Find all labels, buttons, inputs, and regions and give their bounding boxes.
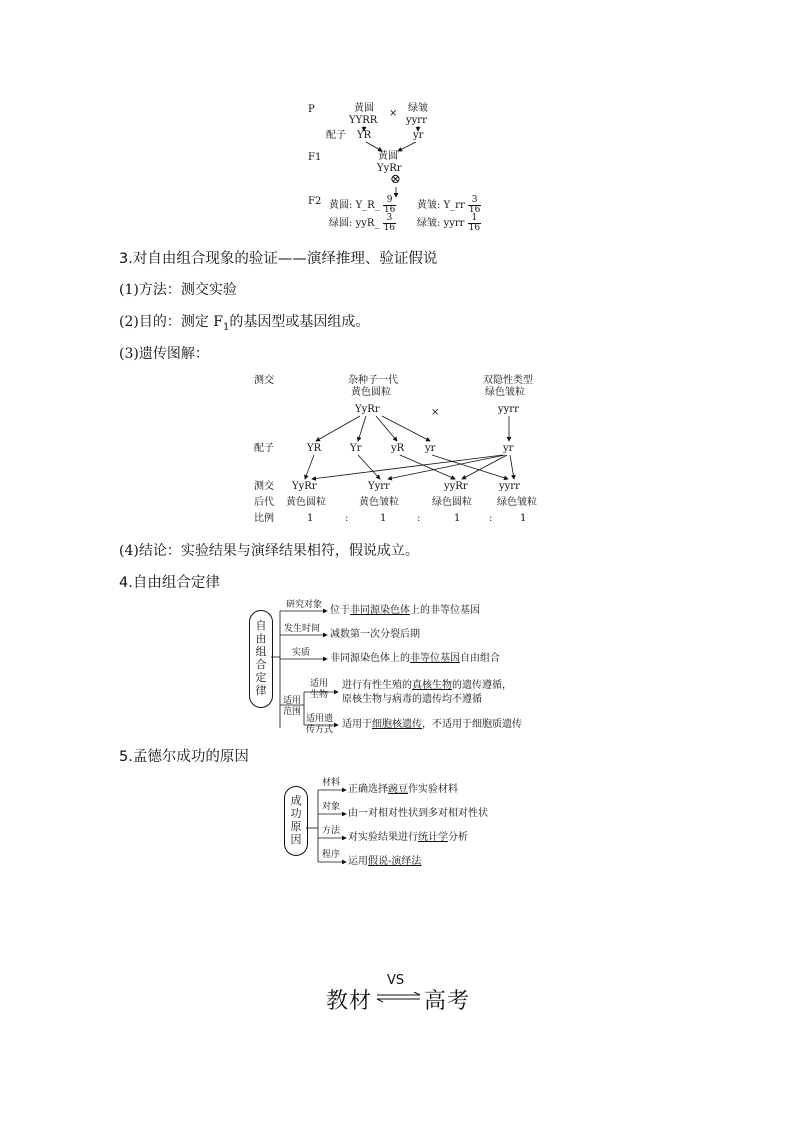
ratio-colon-2: : <box>417 513 421 524</box>
offspring-phenotype-3: 绿色圆粒 <box>432 497 472 508</box>
scope-inheritance-label: 适用遗 传方式 <box>306 714 334 735</box>
reason-material-label: 材料 <box>322 778 341 788</box>
parent1-desc-1: 杂种子一代 <box>348 375 398 386</box>
p-generation-label: P <box>308 104 315 115</box>
branch-research-object-label: 研究对象 <box>286 600 323 610</box>
scope-organism-label: 适用 生物 <box>310 679 329 700</box>
reason-procedure-text: 运用假说-演绎法 <box>348 856 422 867</box>
parent2-genotype: yyrr <box>498 404 519 415</box>
section5-heading: 5.孟德尔成功的原因 <box>119 749 249 765</box>
ratio-3: 1 <box>454 513 461 524</box>
parent2-genotype: yyrr <box>406 115 427 126</box>
parent2-phenotype: 绿皱 <box>408 103 428 114</box>
reason-material-text: 正确选择豌豆作实验材料 <box>348 784 458 795</box>
purpose-line: (2)目的：测定 $F_1$的基因型或基因组成。 <box>119 314 370 333</box>
ratio-4: 1 <box>520 513 527 524</box>
scope-organism-text-1: 进行有性生殖的真核生物的遗传遵循， <box>342 680 512 691</box>
banner-right-text: 高考 <box>424 989 471 1014</box>
ratio-label: 比例 <box>254 513 274 524</box>
offspring-phenotype-2: 黄色皱粒 <box>359 497 399 508</box>
section3-heading: 3.对自由组合现象的验证——演绎推理、验证假说 <box>119 251 438 267</box>
dihybrid-arrows <box>0 0 794 260</box>
f1-genotype: YyRr <box>377 163 402 174</box>
scope-inheritance-text: 适用于细胞核遗传，不适用于细胞质遗传 <box>342 719 522 730</box>
gamete-yr-dominant: YR <box>357 130 372 141</box>
gamete-label: 配子 <box>326 130 346 141</box>
section4-heading: 4.自由组合定律 <box>119 575 220 591</box>
banner-left-text: 教材 <box>326 989 373 1014</box>
gamete-yR: yR <box>391 443 405 454</box>
offspring-label-1: 测交 <box>254 481 274 492</box>
success-root-label: 成 功 原 因 <box>290 794 302 846</box>
f2-green-round: 绿圆: yyR_ $\frac{3}{16}$ <box>329 213 396 233</box>
reason-object-text: 由一对相对性状到多对相对性状 <box>348 808 488 819</box>
law-root-label: 自 由 组 合 定 律 <box>255 619 267 697</box>
ratio-colon-3: : <box>489 513 493 524</box>
f1-phenotype: 黄圆 <box>378 151 398 162</box>
banner-double-arrow-icon <box>376 992 422 1004</box>
offspring-genotype-2: Yyrr <box>368 481 390 492</box>
scope-organism-text-2: 原核生物与病毒的遗传均不遵循 <box>342 694 482 705</box>
parent1-phenotype: 黄圆 <box>354 103 374 114</box>
f2-yellow-round: 黄圆: Y_R_ $\frac{9}{16}$ <box>329 195 396 215</box>
reason-method-label: 方法 <box>322 826 341 836</box>
branch-scope-label: 适用 范围 <box>283 696 302 717</box>
testcross-gamete-label: 配子 <box>254 443 274 454</box>
ratio-2: 1 <box>380 513 387 524</box>
parent2-gamete: yr <box>503 443 514 454</box>
gamete-yr: yr <box>425 443 436 454</box>
offspring-phenotype-1: 黄色圆粒 <box>286 497 326 508</box>
banner-vs-text: VS <box>387 973 405 988</box>
f2-yellow-wrinkled: 黄皱: Y_rr $\frac{3}{16}$ <box>417 195 481 215</box>
conclusion-line: (4)结论：实验结果与演绎结果相符，假说成立。 <box>119 543 419 559</box>
method-line: (1)方法：测交实验 <box>119 282 237 298</box>
gamete-YR: YR <box>307 443 322 454</box>
reason-procedure-label: 程序 <box>322 850 341 860</box>
testcross-cross-symbol: × <box>431 407 440 418</box>
gamete-yr-recessive: yr <box>413 130 424 141</box>
offspring-genotype-4: yyrr <box>499 481 520 492</box>
f2-label: F2 <box>308 196 322 207</box>
f2-green-wrinkled: 绿皱: yyrr $\frac{1}{16}$ <box>417 213 481 233</box>
offspring-genotype-3: yyRr <box>444 481 468 492</box>
parent2-desc-2: 绿色皱粒 <box>485 387 525 398</box>
branch-time-label: 发生时间 <box>284 624 321 634</box>
branch-research-object-text: 位于非同源染色体上的非等位基因 <box>330 605 480 616</box>
branch-essence-label: 实质 <box>292 648 311 658</box>
ratio-colon-1: : <box>345 513 349 524</box>
parent2-desc-1: 双隐性类型 <box>483 375 533 386</box>
testcross-arrows <box>0 360 794 490</box>
f1-label: F1 <box>308 152 322 163</box>
offspring-label-2: 后代 <box>254 497 274 508</box>
branch-essence-text: 非同源染色体上的非等位基因自由组合 <box>330 653 500 664</box>
diagram-label: (3)遗传图解： <box>119 346 209 362</box>
cross-symbol: × <box>389 108 398 119</box>
offspring-genotype-1: YyRr <box>292 481 317 492</box>
gamete-Yr: Yr <box>350 443 362 454</box>
branch-time-text: 减数第一次分裂后期 <box>330 629 420 640</box>
selfing-symbol: ⊗ <box>390 172 401 187</box>
reason-method-text: 对实验结果进行统计学分析 <box>348 832 468 843</box>
parent1-desc-2: 黄色圆粒 <box>351 387 391 398</box>
parent1-genotype: YyRr <box>355 404 380 415</box>
ratio-1: 1 <box>307 513 314 524</box>
testcross-label: 测交 <box>254 375 274 386</box>
parent1-genotype: YYRR <box>349 115 378 126</box>
reason-object-label: 对象 <box>322 802 341 812</box>
offspring-phenotype-4: 绿色皱粒 <box>497 497 537 508</box>
